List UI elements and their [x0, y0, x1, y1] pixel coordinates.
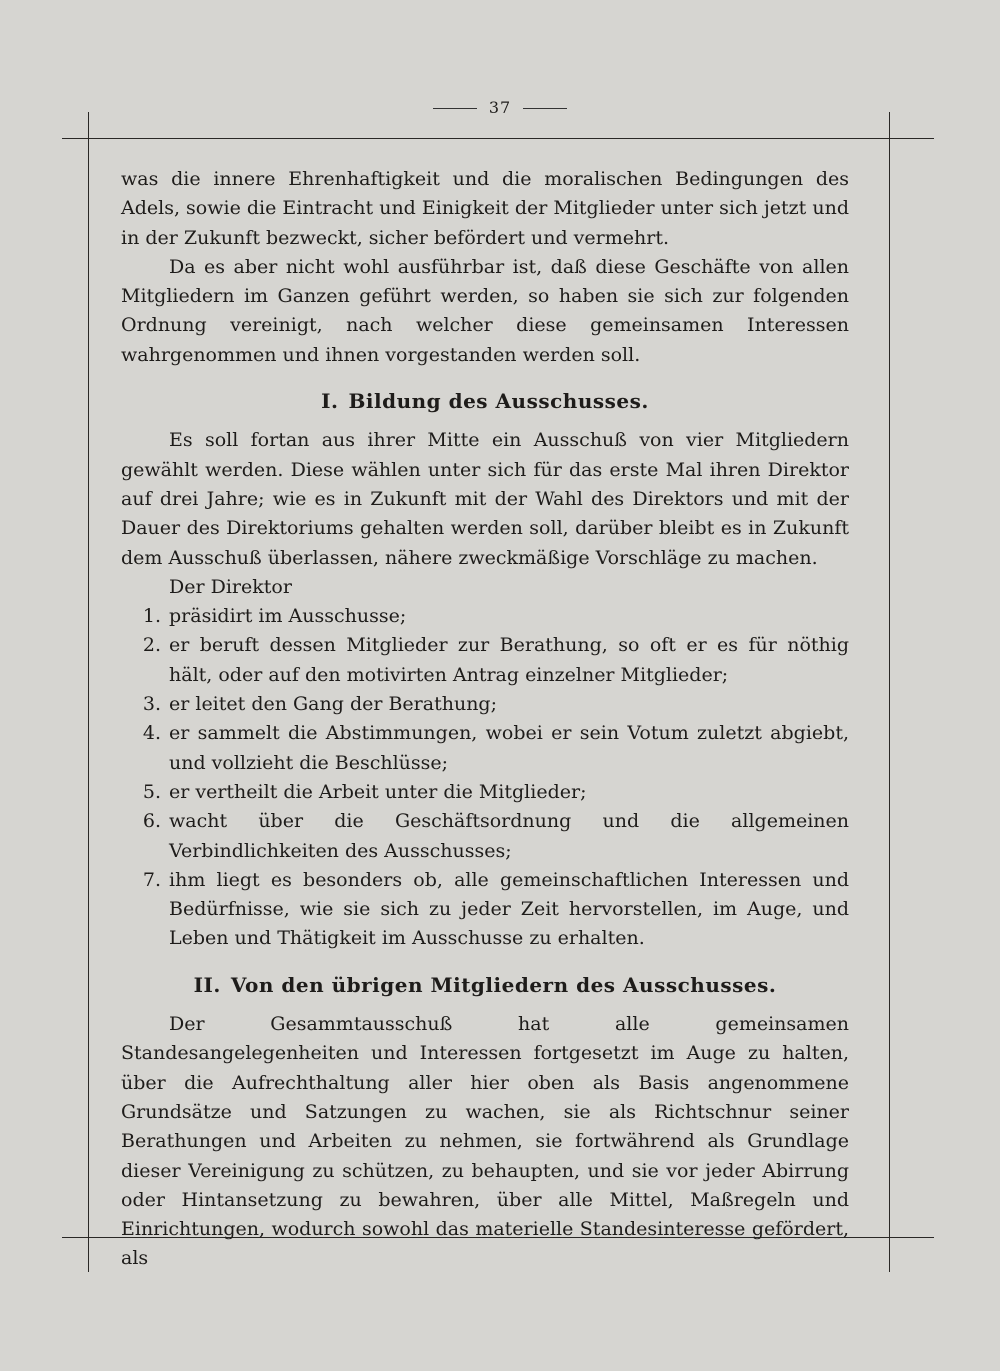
top-rule [62, 138, 934, 139]
list-intro: Der Direktor [169, 575, 292, 598]
list-item-text: er sammelt die Abstimmungen, wobei er sein Votum zuletzt abgiebt, und vollzieht die Beschlüsse; [169, 722, 849, 774]
director-duties-list [121, 602, 849, 954]
section-2-heading [121, 971, 849, 1000]
intro-paragraph-2: Da es aber nicht wohl ausführbar ist, daß diese Geschäfte von allen Mitgliedern im Ganzen geführt werden, so haben sie sich zur folgenden Ordnung vereinigt, nach welcher diese gemeinsamen Interessen wahrgenommen und ihnen vorgestanden werden soll. [121, 255, 849, 366]
list-item [121, 866, 849, 954]
section-1-heading [121, 387, 849, 416]
section-2-title: Von den übrigen Mitgliedern des Ausschusses. [230, 972, 777, 997]
list-item [121, 778, 849, 807]
list-item-number: 3. [142, 693, 161, 716]
list-item [121, 719, 849, 778]
section-1-title: Bildung des Ausschusses. [348, 389, 649, 414]
list-item-number: 5. [142, 780, 161, 803]
dash-left [433, 108, 477, 109]
right-rule [889, 112, 890, 1272]
page-number-line [0, 98, 1000, 117]
list-item-text: wacht über die Geschäftsordnung und die allgemeinen Verbindlichkeiten des Ausschusses; [169, 810, 849, 862]
section-2-paragraph: Der Gesammtausschuß hat alle gemeinsamen Standesangelegenheiten und Interessen fortgesetzt im Auge zu halten, über die Aufrechthaltung aller hier oben als Basis angenommene Grundsätze und Satzungen zu wachen, sie als Richtschnur seiner Berathungen und Arbeiten zu nehmen, sie fortwährend als Grundlage dieser Vereinigung zu schützen, zu behaupten, und sie vor jeder Abirrung oder Hintansetzung zu bewahren, über alle Mittel, Maßregeln und Einrichtungen, wodurch sowohl das materielle Standesinteresse gefördert, als [121, 1013, 849, 1270]
section-2-number: II. [193, 972, 221, 997]
dash-right [523, 108, 567, 109]
list-item [121, 602, 849, 631]
list-item [121, 690, 849, 719]
section-1-paragraph: Es soll fortan aus ihrer Mitte ein Ausschuß von vier Mitgliedern gewählt werden. Diese wählen unter sich für das erste Mal ihren Direktor auf drei Jahre; wie es in Zukunft mit der Wahl des Direktors und mit der Dauer des Direktoriums gehalten werden soll, darüber bleibt es in Zukunft dem Ausschuß überlassen, nähere zweckmäßige Vorschläge zu machen. [121, 429, 849, 569]
list-item-number: 7. [142, 868, 161, 891]
list-item-text: ihm liegt es besonders ob, alle gemeinschaftlichen Interessen und Bedürfnisse, wie sie sich zu jeder Zeit hervorstellen, im Auge, und Leben und Thätigkeit im Ausschusse zu erhalten. [169, 868, 849, 950]
list-item-number: 1. [142, 605, 161, 628]
list-item-text: er beruft dessen Mitglieder zur Berathung, so oft er es für nöthig hält, oder auf den motivirten Antrag einzelner Mitglieder; [169, 634, 849, 686]
page-text [121, 165, 849, 1274]
list-item-text: präsidirt im Ausschusse; [169, 605, 407, 628]
page-number: 37 [488, 98, 512, 117]
list-item [121, 807, 849, 866]
list-item [121, 631, 849, 690]
list-item-text: er vertheilt die Arbeit unter die Mitglieder; [169, 780, 587, 803]
list-item-number: 4. [142, 722, 161, 745]
section-1-number: I. [321, 389, 339, 414]
list-item-number: 2. [142, 634, 161, 657]
intro-paragraph-1: was die innere Ehrenhaftigkeit und die moralischen Bedingungen des Adels, sowie die Eintracht und Einigkeit der Mitglieder unter sich jetzt und in der Zukunft bezweckt, sicher befördert und vermehrt. [121, 168, 849, 249]
left-rule [88, 112, 89, 1272]
list-item-number: 6. [142, 810, 161, 833]
list-item-text: er leitet den Gang der Berathung; [169, 693, 498, 716]
